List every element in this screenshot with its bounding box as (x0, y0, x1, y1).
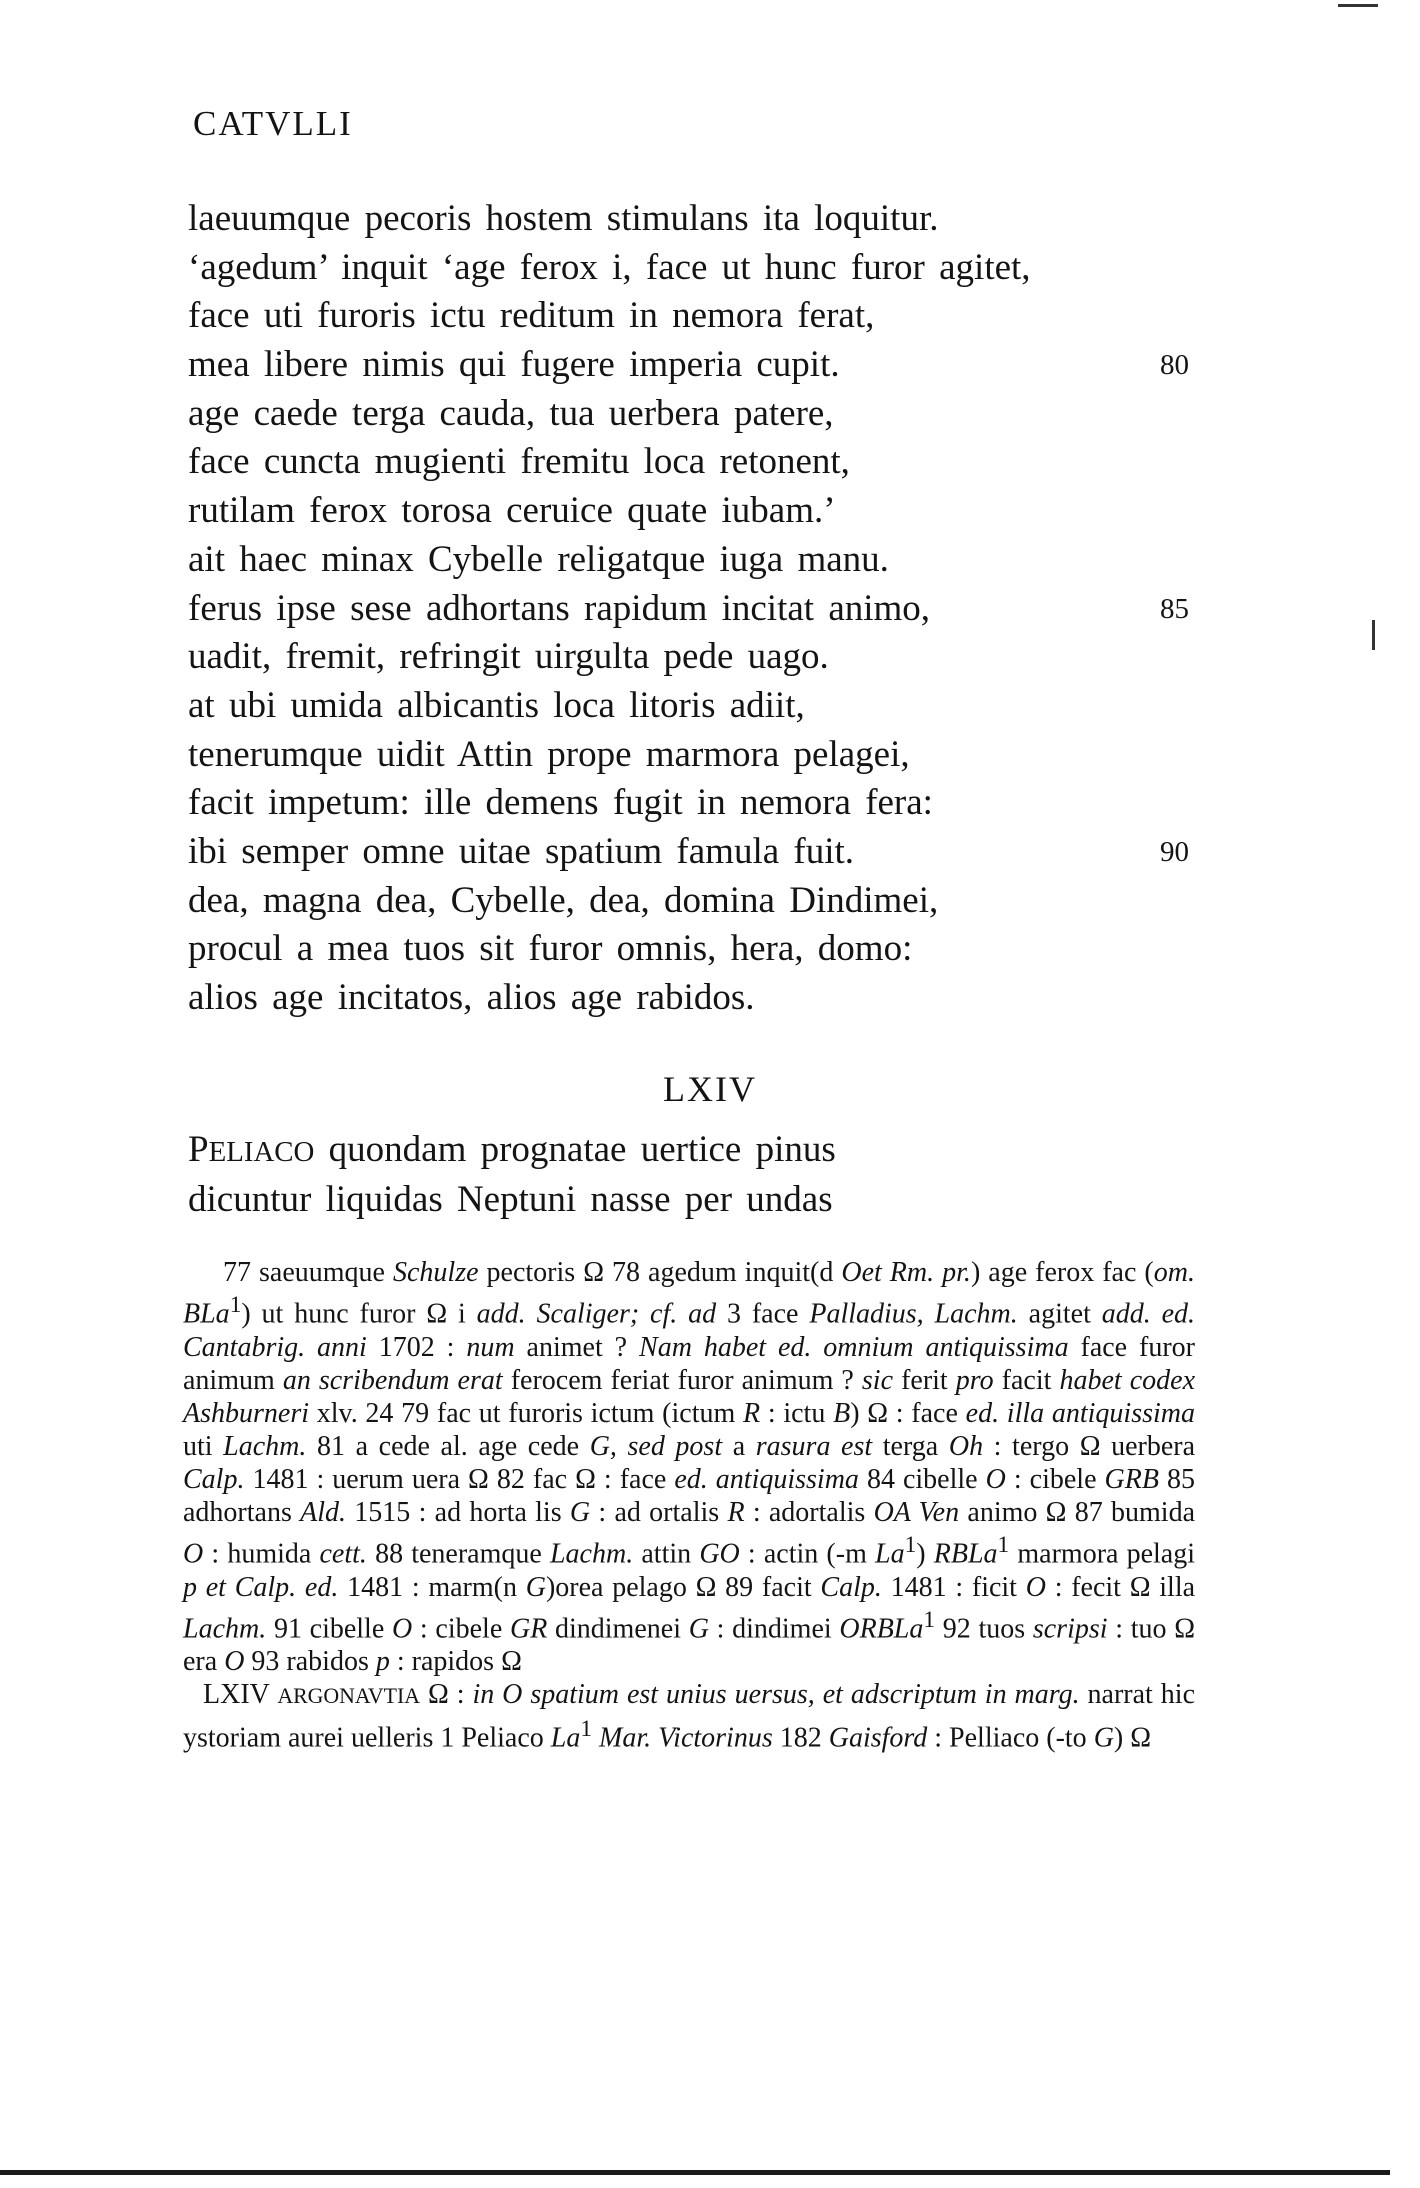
text-run: attin (633, 1538, 700, 1570)
verse-text: alios age incitatos, alios age rabidos. (188, 977, 755, 1018)
italic-run: sic (861, 1364, 894, 1396)
italic-run: add. ed. Cantabrig. anni (183, 1298, 1196, 1363)
verse-line (188, 877, 1208, 926)
text-run: : adortalis (744, 1496, 874, 1528)
critical-apparatus (183, 1256, 1195, 1755)
text-run: facit (993, 1364, 1060, 1396)
italic-run: num (466, 1331, 515, 1363)
text-run: 1481 : marm(n (338, 1571, 526, 1603)
verse-line (188, 390, 1208, 439)
italic-run: cett. (319, 1538, 367, 1570)
text-run: a (722, 1430, 756, 1462)
italic-run: B (833, 1397, 851, 1429)
italic-run: R (743, 1397, 761, 1429)
italic-run: p (375, 1646, 390, 1678)
poem-title: LXIV (663, 1069, 757, 1109)
italic-run: O (391, 1612, 413, 1644)
italic-run: O (985, 1463, 1006, 1495)
text-run: agitet (1017, 1298, 1102, 1330)
text-run: narrat hic ystoriam aurei uelleris 1 Peliaco (183, 1679, 1195, 1754)
italic-run: Lachm. (223, 1430, 307, 1462)
text-run: : fecit Ω illa (1045, 1571, 1196, 1603)
text-run: ferocem feriat furor animum ? (502, 1364, 862, 1396)
verse-text: rutilam ferox torosa ceruice quate iubam.’ (188, 490, 836, 532)
italic-run: rasura est (755, 1430, 873, 1462)
text-run: 3 face (716, 1298, 810, 1330)
verse-text: facit impetum: ille demens fugit in nemora fera: (188, 782, 933, 824)
text-run: : cibele (412, 1612, 510, 1644)
running-head: CATVLLI (193, 104, 353, 143)
text-run: : ictu (760, 1397, 834, 1429)
text-run: 91 cibelle (266, 1612, 392, 1644)
italic-run: OA Ven (873, 1496, 960, 1528)
poem-line-2: dicuntur liquidas Neptuni nasse per undas (188, 1179, 833, 1220)
verse-text: uadit, fremit, refringit uirgulta pede uago. (188, 636, 829, 678)
text-run: 1515 : ad horta lis (346, 1496, 570, 1528)
text-run: ) (916, 1538, 934, 1570)
verse-line (188, 828, 1208, 877)
poem-line-1-rest: quondam prognatae uertice pinus (314, 1129, 836, 1170)
italic-run: om. BLa (183, 1257, 1195, 1330)
verse-text: face uti furoris ictu reditum in nemora ferat, (188, 295, 875, 337)
superscript: 1 (580, 1716, 593, 1743)
text-run: 84 cibelle (858, 1463, 986, 1495)
italic-run: Oet Rm. pr. (841, 1257, 971, 1288)
verse-line (188, 536, 1208, 585)
verse-text: laeuumque pecoris hostem stimulans ita loquitur. (188, 198, 939, 239)
text-run: ferit (893, 1364, 956, 1396)
italic-run: an scribendum erat (282, 1364, 503, 1396)
text-run: ) ut hunc furor Ω i (241, 1298, 477, 1330)
italic-run: O (1025, 1571, 1046, 1603)
verse-text: ferus ipse sese adhortans rapidum incitat animo, (188, 587, 931, 629)
italic-run: Oh (948, 1430, 984, 1462)
text-run: 1481 : uerum uera Ω 82 fac Ω : face (244, 1463, 675, 1495)
verse-text: mea libere nimis qui fugere imperia cupit. (188, 344, 840, 386)
verse-line (188, 633, 1208, 682)
text-run: : dindimei (708, 1612, 840, 1644)
italic-run: G (688, 1612, 709, 1644)
italic-run: p et Calp. ed. (183, 1571, 339, 1603)
italic-run: Nam habet ed. omnium antiquissima (639, 1331, 1069, 1363)
text-run: : tergo Ω uerbera (983, 1430, 1196, 1462)
italic-run: La (550, 1722, 581, 1754)
italic-run: Lachm. (549, 1538, 634, 1570)
text-run: : humida (203, 1538, 320, 1570)
text-run: : cibele (1005, 1463, 1105, 1495)
verse-text: face cuncta mugienti fremitu loca retonent, (188, 441, 850, 483)
italic-run: ed. illa antiquissima (965, 1397, 1195, 1429)
small-caps-word: ELIACO (208, 1136, 315, 1168)
text-run: ARGONAVTIA (277, 1684, 421, 1709)
text-run: dindimenei (547, 1612, 689, 1644)
scan-mark (1338, 4, 1378, 7)
scan-mark (1372, 620, 1375, 650)
text-run: marmora pelagi (1009, 1538, 1196, 1570)
italic-run: GR (509, 1612, 548, 1644)
text-run: Ω : (420, 1679, 473, 1711)
verse-text: ibi semper omne uitae spatium famula fuit. (188, 830, 855, 872)
text-run: ) Ω (1113, 1722, 1152, 1754)
text-run: uti (183, 1430, 224, 1462)
italic-run: RBLa (933, 1538, 998, 1570)
verse-line (188, 974, 1208, 1023)
line-number: 90 (1160, 835, 1189, 868)
text-run: xlv. 24 79 fac ut furoris ictum (ictum (309, 1397, 743, 1429)
page-bottom-rule (0, 2170, 1390, 2175)
text-run: animet ? (514, 1331, 640, 1363)
verse-line (188, 438, 1208, 487)
verse-line (188, 292, 1208, 341)
italic-run: Lachm. (183, 1612, 267, 1644)
verse-text: ‘agedum’ inquit ‘age ferox i, face ut hunc furor agitet, (188, 246, 1031, 288)
text-run: animo Ω 87 bumida (959, 1496, 1195, 1528)
verse-text: ait haec minax Cybelle religatque iuga manu. (188, 538, 889, 580)
text-run: 92 tuos (935, 1612, 1033, 1644)
italic-run: Calp. (820, 1571, 882, 1603)
line-number: 85 (1160, 592, 1189, 625)
italic-run: add. Scaliger; cf. ad (476, 1298, 717, 1330)
verse-text: procul a mea tuos sit furor omnis, hera, domo: (188, 928, 913, 970)
verse-text: dea, magna dea, Cybelle, dea, domina Dindimei, (188, 879, 939, 921)
verse-line (188, 731, 1208, 780)
verse-line (188, 487, 1208, 536)
italic-run: Gaisford (828, 1722, 928, 1754)
apparatus-paragraph (183, 1678, 1195, 1755)
verse-text: tenerumque uidit Attin prope marmora pelagei, (188, 733, 910, 775)
italic-run: Calp. (183, 1463, 245, 1495)
verse-line (188, 195, 1208, 244)
verse-line (188, 585, 1208, 634)
verse-text: age caede terga cauda, tua uerbera patere, (188, 392, 834, 434)
text-run: ) Ω : face (850, 1397, 966, 1429)
text-run: : tuo Ω era (183, 1612, 1196, 1678)
superscript: 1 (904, 1532, 917, 1559)
italic-run: ORBLa (839, 1612, 924, 1644)
italic-run: GO (699, 1538, 740, 1570)
text-run: : Pelliaco (-to (927, 1722, 1094, 1754)
italic-run: G (569, 1496, 591, 1528)
italic-run: ed. antiquissima (674, 1463, 859, 1495)
italic-run: G (525, 1571, 546, 1603)
verse-line (188, 682, 1208, 731)
verse-line (188, 925, 1208, 974)
text-run: )orea pelago Ω 89 facit (545, 1571, 821, 1603)
italic-run: G (1093, 1722, 1114, 1754)
italic-run: Schulze (393, 1257, 479, 1288)
superscript: 1 (923, 1606, 936, 1633)
verse-line (188, 244, 1208, 293)
italic-run: R (727, 1496, 745, 1528)
text-run: ) age ferox fac ( (970, 1257, 1154, 1288)
text-run: : actin (-m (739, 1538, 876, 1570)
italic-run: O (183, 1538, 204, 1570)
text-run: 1481 : ficit (881, 1571, 1026, 1603)
text-run: 182 (772, 1722, 829, 1754)
text-run: : ad ortalis (590, 1496, 728, 1528)
italic-run: La (875, 1538, 905, 1570)
italic-run: habet codex Ashburneri (183, 1364, 1195, 1429)
italic-run: O (224, 1646, 245, 1678)
poem-opening (188, 1125, 836, 1225)
italic-run: G, sed post (589, 1430, 723, 1462)
text-run: pectoris Ω 78 agedum inquit(d (478, 1257, 842, 1288)
italic-run: pro (955, 1364, 994, 1396)
poem-line-1 (188, 1125, 836, 1175)
text-run: 85 adhortans (183, 1463, 1196, 1528)
text-run: 1702 : (366, 1331, 467, 1363)
italic-run: Mar. Victorinus (592, 1722, 773, 1754)
text-run: : rapidos Ω (389, 1646, 522, 1678)
superscript: 1 (229, 1292, 242, 1319)
text-run: 81 a cede al. age cede (306, 1430, 590, 1462)
verse-line (188, 341, 1208, 390)
superscript: 1 (997, 1532, 1010, 1559)
italic-run: in O spatium est unius uersus, et adscriptum in marg. (472, 1679, 1080, 1711)
italic-run: scripsi (1032, 1612, 1108, 1644)
verse-line (188, 779, 1208, 828)
line-number: 80 (1160, 349, 1189, 382)
apparatus-paragraph (183, 1256, 1195, 1678)
text-run: LXIV (203, 1679, 278, 1711)
initial-letter: P (188, 1129, 209, 1170)
text-run: 93 rabidos (244, 1646, 376, 1678)
verse-text: at ubi umida albicantis loca litoris adiit, (188, 684, 805, 726)
italic-run: GRB (1104, 1463, 1159, 1495)
verse-block (188, 195, 1208, 1023)
italic-run: Palladius, Lachm. (809, 1298, 1018, 1330)
text-run: face furor animum (183, 1331, 1195, 1396)
italic-run: Ald. (300, 1496, 347, 1528)
text-run: 77 saeuumque (223, 1257, 393, 1288)
text-run: terga (872, 1430, 949, 1462)
text-run: 88 teneramque (366, 1538, 550, 1570)
